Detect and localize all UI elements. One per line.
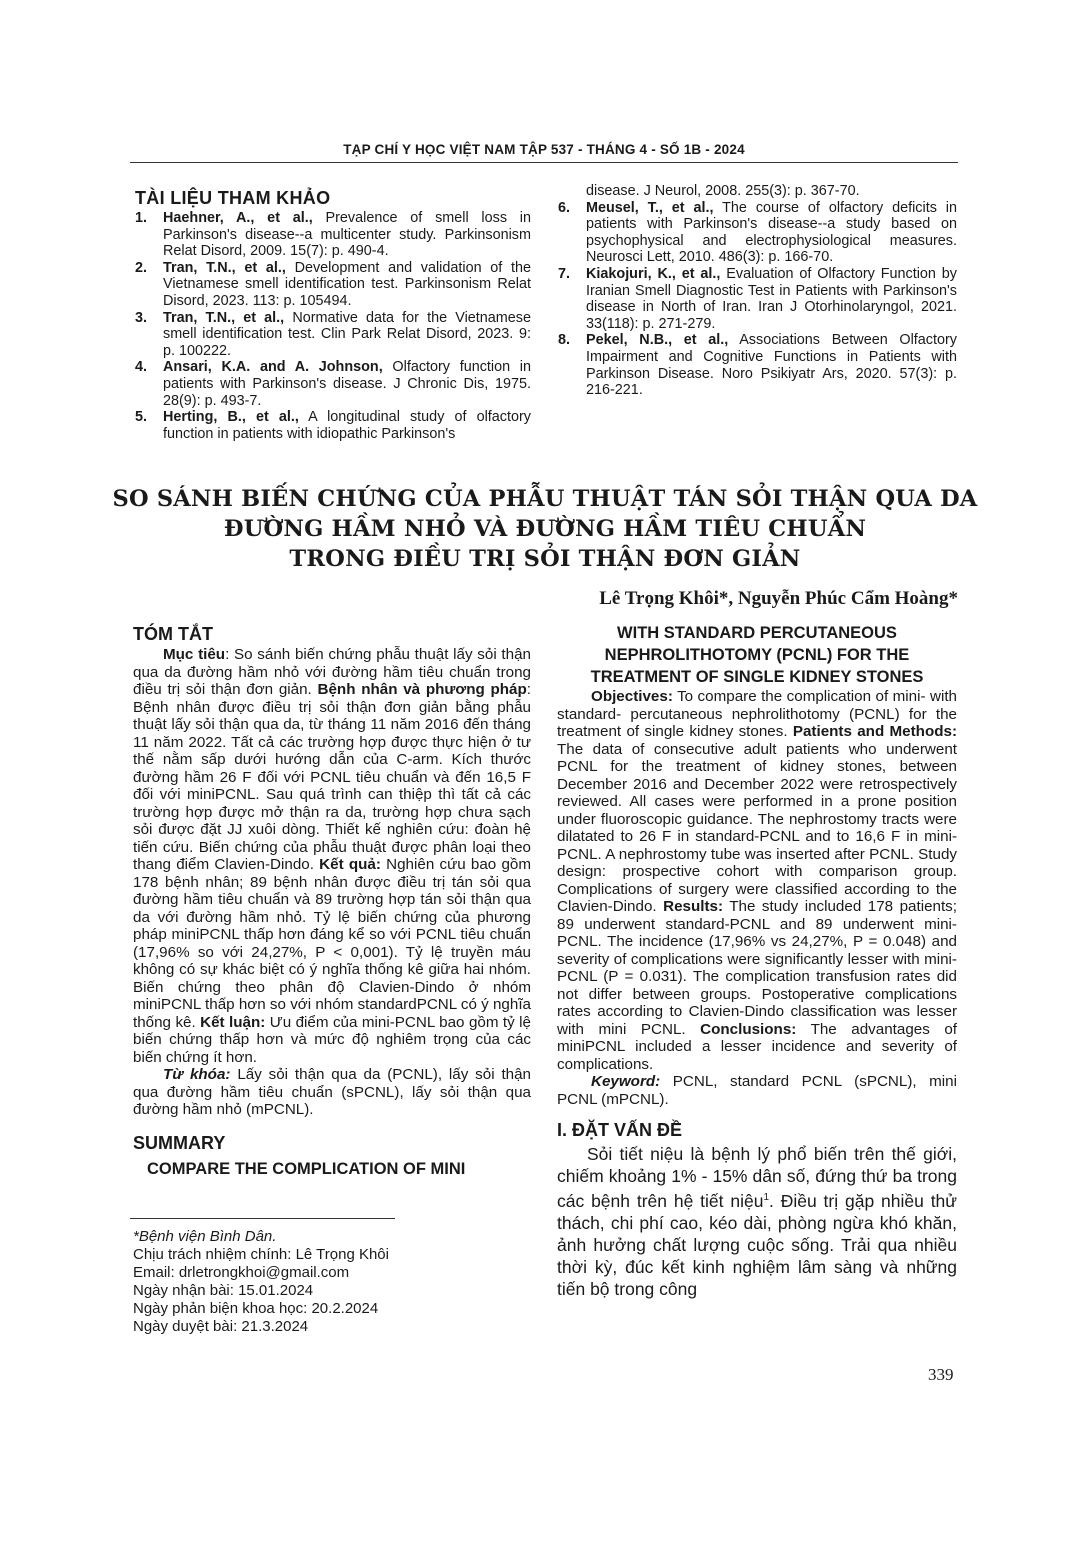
reference-item: 6. Meusel, T., et al., The course of olfactory deficits in patients with Parkinson's disease--a study based on psychophysical and electrophysiological measures. Neurosci Lett, 2010. 486(3): p. 166-70.: [558, 199, 957, 266]
article-title-line-3: TRONG ĐIỀU TRỊ SỎI THẬN ĐƠN GIẢN: [289, 546, 801, 572]
summary-title-line-2: WITH STANDARD PERCUTANEOUS: [617, 624, 897, 642]
tu-khoa-paragraph: Từ khóa: Lấy sỏi thận qua da (PCNL), lấy sỏi thận qua đường hầm tiêu chuẩn (sPCNL), lấy sỏi thận qua đường hầm nhỏ (mPCNL).: [133, 1066, 531, 1118]
reference-item: 8. Pekel, N.B., et al., Associations Between Olfactory Impairment and Cognitive Functions in Patients with Parkinson Disease. Noro Psikiyatr Ars, 2020. 57(3): p. 216-221.: [558, 332, 957, 399]
article-authors: Lê Trọng Khôi*, Nguyễn Phúc Cẩm Hoàng*: [599, 588, 958, 609]
intro-heading: I. ĐẶT VẤN ĐỀ: [557, 1120, 683, 1140]
reference-item: 7. Kiakojuri, K., et al., Evaluation of Olfactory Function by Iranian Smell Diagnostic Test in Patients with Parkinson's disease in North of Iran. Iran J Otorhinolaryngol, 2021. 33(118): p. 271-279.: [558, 265, 957, 332]
summary-title-line-1: COMPARE THE COMPLICATION OF MINI: [147, 1159, 466, 1178]
references-heading: TÀI LIỆU THAM KHẢO: [135, 188, 331, 208]
article-title-line-2: ĐƯỜNG HẦM NHỎ VÀ ĐƯỜNG HẦM TIÊU CHUẨN: [223, 516, 867, 542]
reference-5-continuation: disease. J Neurol, 2008. 255(3): p. 367-70.: [586, 183, 860, 199]
reference-item: 4. Ansari, K.A. and A. Johnson, Olfactory function in patients with Parkinson's disease. J Chronic Dis, 1975. 28(9): p. 493-7.: [135, 359, 531, 409]
references-left-column: [135, 188, 531, 442]
intro-paragraph: Sỏi tiết niệu là bệnh lý phổ biến trên thế giới, chiếm khoảng 1% - 15% dân số, đứng thứ ba trong các bệnh trên hệ tiết niệu$^1$. Điều trị gặp nhiều thử thách, chi phí cao, kéo dài, phòng ngừa khó khăn, ảnh hưởng chất lượng cuộc sống. Trải qua nhiều thời kỳ, đúc kết kinh nghiệm lâm sàng và những tiến bộ trong công: [557, 1144, 957, 1299]
footnote-email: Email: drletrongkhoi@gmail.com: [133, 1264, 350, 1281]
footnote-divider: [130, 1218, 395, 1219]
summary-title-line-3: NEPHROLITHOTOMY (PCNL) FOR THE: [604, 646, 910, 664]
abstract-english: [557, 622, 957, 1300]
reference-item: 5. Herting, B., et al., A longitudinal study of olfactory function in patients with idiopathic Parkinson's: [135, 409, 531, 442]
reference-item: 3. Tran, T.N., et al., Normative data for the Vietnamese smell identification test. Clin Park Relat Disord, 2023. 9: p. 100222.: [135, 309, 531, 359]
reference-item: 1. Haehner, A., et al., Prevalence of smell loss in Parkinson's disease--a multicenter study. Parkinsonism Relat Disord, 2009. 15(7): p. 490-4.: [135, 210, 531, 260]
tom-tat-heading: TÓM TẮT: [133, 624, 213, 644]
reference-item: 2. Tran, T.N., et al., Development and validation of the Vietnamese smell identification test. Parkinsonism Relat Disord, 2023. 113: p. 105494.: [135, 259, 531, 309]
page-number: 339: [928, 1365, 954, 1384]
keyword-paragraph: Keyword: PCNL, standard PCNL (sPCNL), mini PCNL (mPCNL).: [557, 1073, 957, 1108]
footnote-reviewed: Ngày phản biện khoa học: 20.2.2024: [133, 1300, 379, 1317]
footnote-accepted: Ngày duyệt bài: 21.3.2024: [133, 1318, 309, 1335]
header-divider: [130, 162, 958, 163]
summary-title-line-4: TREATMENT OF SINGLE KIDNEY STONES: [590, 668, 924, 686]
references-right-column: [558, 183, 957, 399]
tom-tat-paragraph: Mục tiêu: So sánh biến chứng phẫu thuật lấy sỏi thận qua da đường hầm nhỏ với đường hầm tiêu chuẩn trong điều trị sỏi thận đơn giản. Bệnh nhân và phương pháp: Bệnh nhân được điều trị sỏi thận đơn giản bằng phẫu thuật lấy sỏi thận qua da, từ tháng 11 năm 2016 đến tháng 11 năm 2022. Tất cả các trường hợp được thực hiện ở tư thế nằm sấp dưới hướng dẫn của C-arm. Kích thước đường hầm 26 F đối với PCNL tiêu chuẩn và đến 16,5 F đối với miniPCNL. Sau quá trình can thiệp thì tất cả các trường hợp được mở thận ra da, trường hợp chưa sạch sỏi được đặt JJ xuôi dòng. Thiết kế nghiên cứu: đoàn hệ tiến cứu. Biến chứng của phẫu thuật được phân loại theo thang điểm Clavien-Dindo. Kết quả: Nghiên cứu bao gồm 178 bệnh nhân; 89 bệnh nhân được điều trị tán sỏi qua đường hầm tiêu chuẩn và 89 trường hợp tán sỏi thận qua da với đường hầm nhỏ. Tỷ lệ biến chứng của phương pháp miniPCNL thấp hơn đáng kể so với PCNL tiêu chuẩn (17,96% so với 24,27%, P < 0,001). Tỷ lệ truyền máu không có sự khác biệt có ý nghĩa thống kê giữa hai nhóm. Biến chứng theo phân độ Clavien-Dindo ở nhóm miniPCNL thấp hơn so với nhóm standardPCNL có ý nghĩa thống kê. Kết luận: Ưu điểm của mini-PCNL bao gồm tỷ lệ biến chứng thấp hơn và mức độ nghiêm trọng của các biến chứng ít hơn.: [133, 646, 531, 1066]
journal-header: TẠP CHÍ Y HỌC VIỆT NAM TẬP 537 - THÁNG 4 - SỐ 1B - 2024: [343, 142, 745, 157]
abstract-vietnamese: [133, 624, 531, 1179]
footnote-responsible: Chịu trách nhiệm chính: Lê Trọng Khôi: [133, 1246, 389, 1263]
summary-heading: SUMMARY: [133, 1132, 226, 1153]
footnote-affiliation: *Bệnh viện Bình Dân.: [133, 1228, 277, 1245]
footnote-received: Ngày nhận bài: 15.01.2024: [133, 1282, 314, 1299]
article-title-line-1: SO SÁNH BIẾN CHỨNG CỦA PHẪU THUẬT TÁN SỎI THẬN QUA DA: [112, 486, 978, 512]
summary-paragraph: Objectives: To compare the complication of mini- with standard- percutaneous nephrolithotomy (PCNL) for the treatment of single kidney stones. Patients and Methods: The data of consecutive adult patients who underwent PCNL for the treatment of kidney stones, between December 2016 and December 2022 were retrospectively reviewed. All cases were performed in a prone position under fluoroscopic guidance. The nephrostomy tracts were dilatated to 26 F in standard-PCNL and to 16,6 F in mini-PCNL. A nephrostomy tube was inserted after PCNL. Study design: prospective cohort with comparison group. Complications of surgery were classified according to the Clavien-Dindo. Results: The study included 178 patients; 89 underwent standard-PCNL and 89 underwent mini-PCNL. The incidence (17,96% vs 24,27%, P = 0.048) and severity of complications were significantly lesser with mini-PCNL (P = 0.031). The complication transfusion rates did not differ between groups. Postoperative complications rates according to Clavien-Dindo classification was lesser with mini PCNL. Conclusions: The advantages of miniPCNL included a lesser incidence and severity of complications.: [557, 688, 958, 1073]
footnote: [133, 1228, 531, 1336]
